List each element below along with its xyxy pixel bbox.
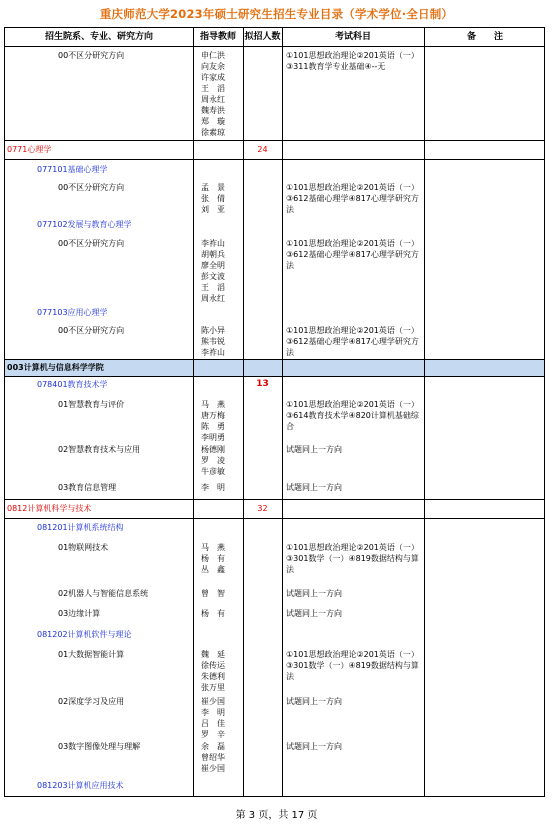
advisor-list: 申仁洪 向友余 许家成 王 滔 周永红 魏寿洪 郑 璇 徐素琼 bbox=[201, 51, 225, 137]
header-dept: 招生院系、专业、研究方向 bbox=[44, 32, 153, 42]
header-advisor: 指导教师 bbox=[199, 32, 236, 42]
sub-078401: 078401教育技术学 bbox=[37, 380, 108, 389]
advisor-list: 杨德刚 罗 凌 牛彦敏 bbox=[201, 445, 225, 476]
exam-subjects: ①101思想政治理论②201英语（一）③612基础心理学④817心理学研究方法 bbox=[286, 326, 419, 357]
exam-subjects: ①101思想政治理论②201英语（一）③311教育学专业基础④--无 bbox=[286, 51, 419, 71]
header-exam: 考试科目 bbox=[334, 32, 371, 42]
exam-subjects: 试题同上一方向 bbox=[286, 483, 342, 492]
advisor-list: 李 明 bbox=[201, 483, 225, 492]
exam-subjects: ①101思想政治理论②201英语（一）③612基础心理学④817心理学研究方法 bbox=[286, 239, 419, 270]
exam-subjects: 试题同上一方向 bbox=[286, 445, 342, 454]
advisor-list: 孟 景 张 倩 刘 亚 bbox=[201, 183, 225, 214]
exam-subjects: ①101思想政治理论②201英语（一）③614教育技术学④820计算机基础综合 bbox=[286, 400, 419, 431]
direction-label: 00不区分研究方向 bbox=[58, 183, 125, 192]
direction-label: 02智慧教育技术与应用 bbox=[58, 445, 141, 454]
exam-subjects: 试题同上一方向 bbox=[286, 742, 342, 751]
direction-label: 00不区分研究方向 bbox=[58, 326, 125, 335]
college-003: 003计算机与信息科学学院 bbox=[7, 363, 104, 372]
major-0771: 0771心理学 bbox=[7, 145, 52, 154]
page-footer: 第 3 页，共 17 页 bbox=[235, 810, 318, 821]
direction-label: 01大数据智能计算 bbox=[58, 650, 125, 659]
page-title: 重庆师范大学2023年硕士研究生招生专业目录（学术学位·全日制） bbox=[99, 7, 454, 21]
advisor-list: 曾 智 bbox=[201, 589, 225, 598]
exam-subjects: ①101思想政治理论②201英语（一）③301数学（一）④819数据结构与算法 bbox=[286, 650, 419, 681]
catalog-table bbox=[4, 27, 545, 797]
advisor-list: 马 燕 杨 有 丛 鑫 bbox=[201, 543, 225, 574]
header-num: 拟招人数 bbox=[244, 32, 281, 42]
direction-label: 03教育信息管理 bbox=[58, 483, 117, 492]
advisor-list: 崔少国 李 明 吕 佳 罗 辛 bbox=[201, 697, 225, 739]
exam-subjects: ①101思想政治理论②201英语（一）③612基础心理学④817心理学研究方法 bbox=[286, 183, 419, 214]
exam-subjects: ①101思想政治理论②201英语（一）③301数学（一）④819数据结构与算法 bbox=[286, 543, 419, 574]
advisor-list: 马 燕 唐万梅 陈 勇 李明勇 bbox=[201, 400, 225, 442]
advisor-list: 李祚山 胡朝兵 廖全明 彭文波 王 滔 周永红 bbox=[201, 239, 225, 303]
direction-label: 03数字图像处理与理解 bbox=[58, 742, 141, 751]
exam-subjects: 试题同上一方向 bbox=[286, 589, 342, 598]
sub-081203: 081203计算机应用技术 bbox=[37, 781, 124, 790]
direction-label: 01智慧教育与评价 bbox=[58, 400, 125, 409]
advisor-list: 杨 有 bbox=[201, 609, 225, 618]
sub-081202: 081202计算机软件与理论 bbox=[37, 630, 132, 639]
exam-subjects: 试题同上一方向 bbox=[286, 697, 342, 706]
direction-label: 00不区分研究方向 bbox=[58, 239, 125, 248]
advisor-list: 余 磊 曾绍华 崔少国 bbox=[201, 742, 225, 773]
header-note: 备 注 bbox=[466, 32, 503, 42]
major-0771-num: 24 bbox=[257, 145, 268, 154]
direction-label: 02机器人与智能信息系统 bbox=[58, 589, 149, 598]
sub-081201: 081201计算机系统结构 bbox=[37, 523, 124, 532]
sub-077102: 077102发展与教育心理学 bbox=[37, 220, 132, 229]
sub-077103: 077103应用心理学 bbox=[37, 308, 108, 317]
sub-077101: 077101基础心理学 bbox=[37, 165, 108, 174]
major-0812-num: 32 bbox=[257, 504, 268, 513]
major-0812: 0812计算机科学与技术 bbox=[7, 504, 92, 513]
exam-subjects: 试题同上一方向 bbox=[286, 609, 342, 618]
direction-label: 03边缘计算 bbox=[58, 609, 101, 618]
advisor-list: 陈小异 熊韦锐 李祚山 bbox=[201, 326, 225, 357]
direction-label: 01物联网技术 bbox=[58, 543, 109, 552]
direction-label: 00不区分研究方向 bbox=[58, 51, 125, 60]
direction-label: 02深度学习及应用 bbox=[58, 697, 125, 706]
sub-078401-num: 13 bbox=[256, 379, 269, 389]
advisor-list: 魏 延 徐传运 朱德利 张万里 bbox=[201, 650, 225, 692]
